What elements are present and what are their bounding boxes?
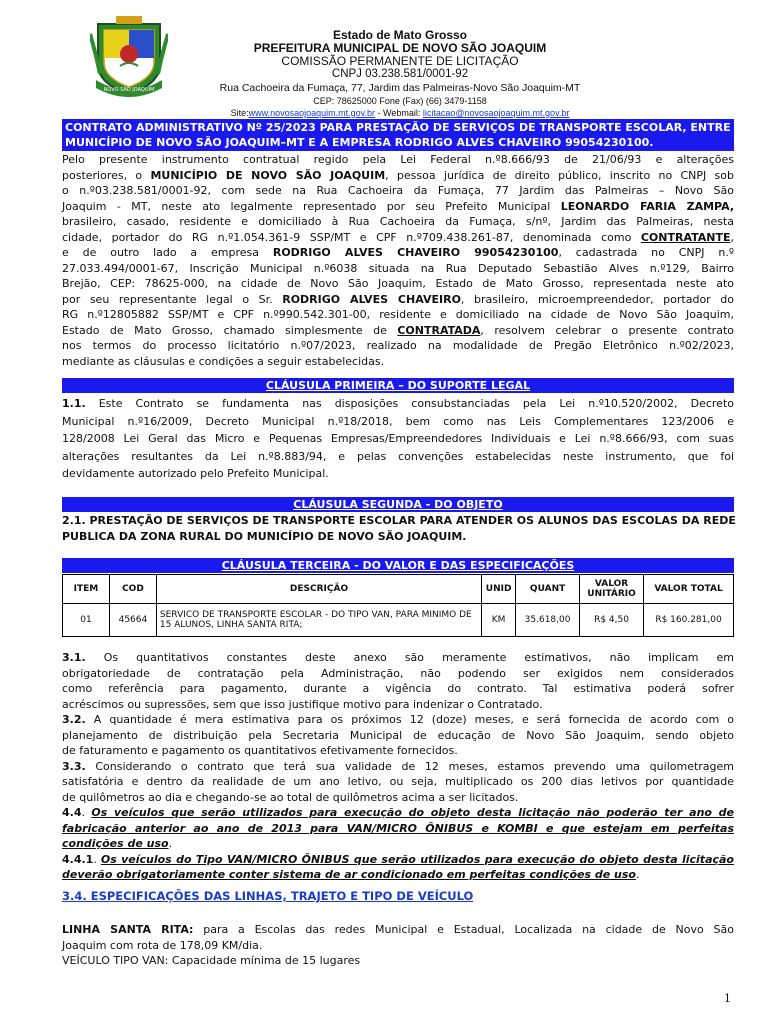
item-line: de faturamento e pagamento os quantitativos efetivamente fornecidos. [62, 744, 458, 757]
col-unid: UNID [482, 575, 516, 604]
site-label: Site: [230, 108, 249, 118]
contract-title-banner [62, 119, 744, 151]
intro-paragraph [62, 152, 734, 369]
webmail-label: - Webmail: [375, 108, 423, 118]
clause-1-title: CLÁUSULA PRIMEIRA – DO SUPORTE LEGAL [62, 378, 734, 393]
intro-line: nos termos do processo licitatório n.º07/2023, realizado na modalidade de Pregão Eletrônico n.º02/2023, [62, 339, 734, 352]
col-valor-unitario: VALOR UNITÁRIO [580, 575, 644, 604]
svg-text:NOVO SÃO JOAQUIM: NOVO SÃO JOAQUIM [103, 87, 155, 93]
col-valor-total: VALOR TOTAL [644, 575, 734, 604]
header-cnpj: CNPJ 03.238.581/0001-92 [331, 68, 469, 80]
intro-line: o n.º03.238.581/0001-92, com sede na Rua Cachoeira da Fumaça, 77 Jardim das Palmeiras – Novo São [62, 184, 734, 197]
webmail-link[interactable]: licitacao@novosaojoaquim.mt.gov.br [422, 108, 570, 118]
col-quant: QUANT [516, 575, 580, 604]
header-commission: COMISSÃO PERMANENTE DE LICITAÇÃO [281, 54, 519, 68]
intro-line: brasileiro, casado, residente e domiciliado à Rua Cachoeira da Fumaça, s/nº, Jardim das Palmeiras, nesta [62, 215, 734, 228]
table-row [63, 604, 734, 637]
clause-2-title: CLÁUSULA SEGUNDA - DO OBJETO [62, 497, 734, 512]
clause-1-line: 128/2008 Lei Geral das Micro e Pequenas Empresas/Empreendedores Individuais e Lei n.º8.666/93, com suas [62, 432, 734, 445]
col-item: ITEM [63, 575, 110, 604]
intro-line: posteriores, o MUNICÍPIO DE NOVO SÃO JOAQUIM, pessoa jurídica de direito público, inscrito no CNPJ sob [62, 168, 735, 182]
item-line: 4.4.1. Os veículos do Tipo VAN/MICRO ÔNIBUS que serão utilizados para execução do objeto desta licitação [62, 852, 734, 866]
item-line: planejamento de distribuição pela Secretaria Municipal de educação de Novo São Joaquim, sendo objeto [62, 728, 734, 742]
clause-2-line: 2.1. PRESTAÇÃO DE SERVIÇOS DE TRANSPORTE ESCOLAR PARA ATENDER OS ALUNOS DAS ESCOLAS DA REDE [62, 514, 736, 527]
header-prefeitura: PREFEITURA MUNICIPAL DE NOVO SÃO JOAQUIM [253, 41, 547, 55]
intro-line: por seu representante legal o Sr. RODRIGO ALVES CHAVEIRO, brasileiro, microempreendedor, portador do [62, 292, 734, 306]
intro-line: e de outro lado a empresa RODRIGO ALVES CHAVEIRO 99054230100, cadastrada no CNPJ n.º [62, 246, 734, 259]
intro-line: Brejão, CEP: 78625-000, na cidade de Novo São Joaquim, Estado de Mato Grosso, representada neste ato [62, 277, 734, 290]
col-cod: COD [109, 575, 156, 604]
lines-section-paragraph [62, 922, 734, 969]
intro-line: Joaquim - MT, neste ato legalmente representado por seu Prefeito Municipal LEONARDO FARIA ZAMPA, [62, 199, 734, 213]
item-line: como referência para pagamento, durante a vigência do contrato. Tal estimativa poderá sofrer [62, 682, 734, 695]
intro-line: mediante as cláusulas e condições a seguir estabelecidas. [62, 354, 385, 368]
clause-2-paragraph [62, 513, 734, 544]
intro-line: Estado de Mato Grosso, chamado simplesmente de CONTRATADA, resolvem celebrar o presente contrato [62, 323, 734, 337]
lines-section-heading: 3.4. ESPECIFICAÇÕES DAS LINHAS, TRAJETO E TIPO DE VEÍCULO [62, 889, 474, 903]
specifications-table [62, 574, 734, 637]
site-link[interactable]: www.novosaojoaquim.mt.gov.br [248, 108, 376, 118]
header-cep-phone: CEP: 78625000 Fone (Fax) (66) 3479-1158 [313, 96, 487, 106]
cell-valor-unitario: R$ 4,50 [580, 604, 644, 637]
item-line: deverão obrigatoriamente conter sistema de ar condicionado em perfeitas condições de uso. [62, 868, 640, 881]
header-site-line [170, 108, 630, 118]
contract-title-line2: MUNICÍPIO DE NOVO SÃO JOAQUIM–MT E A EMPRESA RODRIGO ALVES CHAVEIRO 99054230100. [65, 136, 654, 149]
table-header-row [63, 575, 734, 604]
item-line: de quilômetros ao dia e chegando-se ao total de quilômetros acima a ser licitados. [62, 790, 519, 804]
clause-1-line: Municipal n.º16/2009, Decreto Municipal n.º18/2018, bem como nas Leis Complementares 123/2006 e [62, 414, 734, 428]
cell-descricao: SERVICO DE TRANSPORTE ESCOLAR - DO TIPO VAN, PARA MINIMO DE 15 ALUNOS, LINHA SANTA RITA; [156, 604, 481, 637]
item-line: 3.3. Considerando o contrato que terá sua validade de 12 meses, estamos prevendo uma quilometragem [62, 759, 734, 773]
clause-3-title: CLÁUSULA TERCEIRA - DO VALOR E DAS ESPECIFICAÇÕES [62, 558, 734, 573]
municipal-crest-icon [90, 14, 168, 98]
items-paragraph [62, 650, 734, 883]
intro-line: RG n.º12805882 SSP/MT e CPF n.º990.542.301-00, residente e domiciliado na cidade de Novo São Joaquim, [62, 308, 734, 321]
cell-cod: 45664 [109, 604, 156, 637]
col-descricao: DESCRIÇÃO [156, 575, 481, 604]
item-line: satisfatória e dentro da realidade de um ano letivo, ou seja, multiplicado os 200 dias letivos por quantidade [62, 775, 734, 788]
cell-quant: 35.618,00 [516, 604, 580, 637]
lines-line: Joaquim com rota de 178,09 KM/dia. [62, 938, 263, 952]
item-line: 4.4. Os veículos que serão utilizados para execução do objeto desta licitação não poderão ter ano de [62, 806, 734, 819]
item-line: obrigatoriedade de contratação pela Administração, não podendo ser exigidos nem considerados [62, 666, 734, 680]
intro-line: 27.033.494/0001-67, Inscrição Municipal n.º6038 situada na Rua Deputado Sebastião Alves n.º129, Bairro [62, 261, 734, 275]
clause-1-paragraph [62, 395, 734, 483]
lines-line: VEÍCULO TIPO VAN: Capacidade mínima de 15 lugares [62, 954, 361, 967]
clause-2-line: PUBLICA DA ZONA RURAL DO MUNICÍPIO DE NOVO SÃO JOAQUIM. [62, 529, 467, 543]
clause-1-line: devidamente autorizado pelo Prefeito Municipal. [62, 467, 329, 480]
contract-title-line1: CONTRATO ADMINISTRATIVO Nº 25/2023 PARA PRESTAÇÃO DE SERVIÇOS DE TRANSPORTE ESCOLAR, ENTRE O [65, 121, 744, 134]
item-line: 3.2. A quantidade é mera estimativa para os próximos 12 (doze) meses, e será fornecida de acordo com o [62, 713, 734, 726]
header-state: Estado de Mato Grosso [332, 28, 468, 42]
header-address: Rua Cachoeira da Fumaça, 77, Jardim das Palmeiras-Novo São Joaquim-MT [219, 82, 581, 94]
intro-line: Pelo presente instrumento contratual regido pela Lei Federal n.º8.666/93 de 21/06/93 e alterações [62, 153, 734, 166]
cell-unid: KM [482, 604, 516, 637]
cell-item: 01 [63, 604, 110, 637]
page-number: 1 [724, 992, 731, 1005]
clause-1-line: 1.1. Este Contrato se fundamenta nas disposições consubstanciadas pela Lei n.º10.520/2002, Decreto [62, 397, 734, 410]
item-line: condições de uso. [62, 837, 173, 850]
intro-line: cidade, portador do RG n.º1.054.361-9 SSP/MT e CPF n.º709.438.261-87, denominada como CONTRATANTE, [62, 230, 734, 244]
cell-valor-total: R$ 160.281,00 [644, 604, 734, 637]
lines-line: LINHA SANTA RITA: para a Escolas das redes Municipal e Estadual, Localizada na cidade de Novo São [62, 923, 734, 936]
item-line: fabricação anterior ao ano de 2013 para VAN/MICRO ÔNIBUS e KOMBI e que estejam em perfeitas [62, 821, 734, 835]
item-line: acréscimos ou supressões, sem que isso justifique motivo para indenizar o Contratado. [62, 697, 543, 711]
item-line: 3.1. Os quantitativos constantes deste anexo são meramente estimativos, não implicam em [62, 651, 734, 664]
clause-1-line: alterações resultantes da Lei n.º8.883/94, e pelas convenções estabelecidas neste instrumento, que foi [62, 449, 734, 463]
